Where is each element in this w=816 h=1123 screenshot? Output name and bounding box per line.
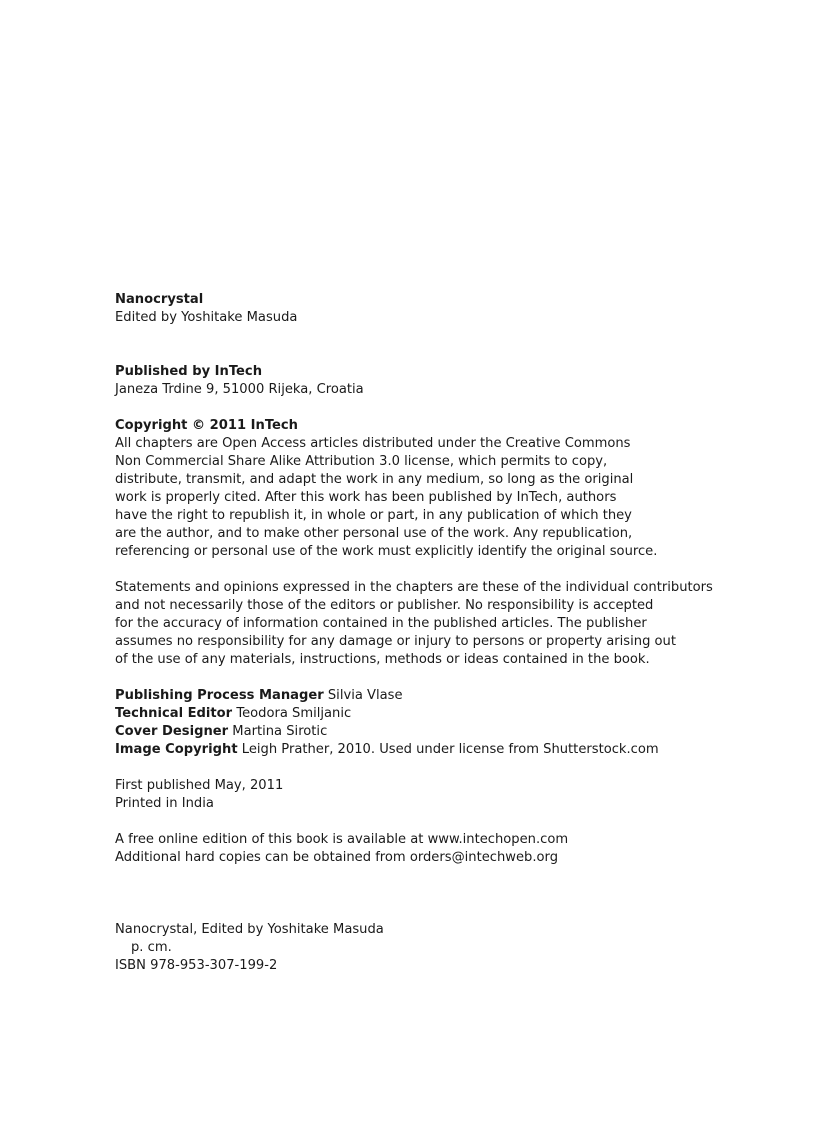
- credit-name: Leigh Prather, 2010. Used under license from Shutterstock.com: [241, 742, 659, 757]
- copyright-line: distribute, transmit, and adapt the work in any medium, so long as the original: [115, 472, 634, 487]
- publisher-address: Janeza Trdine 9, 51000 Rijeka, Croatia: [115, 382, 364, 397]
- credit-technical-editor: [115, 705, 755, 723]
- statements-line: of the use of any materials, instructions, methods or ideas contained in the book.: [115, 652, 650, 667]
- copyright-line: are the author, and to make other personal use of the work. Any republication,: [115, 526, 633, 541]
- publisher-heading: Published by InTech: [115, 364, 263, 379]
- statements-line: and not necessarily those of the editors or publisher. No responsibility is accepted: [115, 598, 654, 613]
- book-title: Nanocrystal: [115, 292, 204, 307]
- hard-copies-note: Additional hard copies can be obtained from orders@intechweb.org: [115, 850, 559, 865]
- credit-role: Technical Editor: [115, 706, 233, 721]
- credit-role: Publishing Process Manager: [115, 688, 324, 703]
- copyright-line: Non Commercial Share Alike Attribution 3.0 license, which permits to copy,: [115, 454, 608, 469]
- credit-cover-designer: [115, 723, 755, 741]
- credit-process-manager: [115, 687, 755, 705]
- catalog-title: Nanocrystal, Edited by Yoshitake Masuda: [115, 922, 384, 937]
- credit-image-copyright: [115, 741, 755, 759]
- copyright-line: All chapters are Open Access articles distributed under the Creative Commons: [115, 436, 631, 451]
- credit-name: Martina Sirotic: [232, 724, 328, 739]
- copyright-heading: Copyright © 2011 InTech: [115, 418, 298, 433]
- book-editor: Edited by Yoshitake Masuda: [115, 310, 298, 325]
- statements-line: for the accuracy of information contained in the published articles. The publisher: [115, 616, 647, 631]
- copyright-line: work is properly cited. After this work has been published by InTech, authors: [115, 490, 617, 505]
- credit-role: Cover Designer: [115, 724, 229, 739]
- copyright-page: [115, 291, 755, 975]
- credits-list: [115, 687, 755, 759]
- credit-role: Image Copyright: [115, 742, 238, 757]
- statements-line: Statements and opinions expressed in the chapters are these of the individual contributors: [115, 580, 713, 595]
- statements-text: [115, 579, 755, 669]
- credit-name: Silvia Vlase: [327, 688, 403, 703]
- first-published: First published May, 2011: [115, 778, 284, 793]
- printed-in: Printed in India: [115, 796, 214, 811]
- copyright-text: [115, 435, 755, 561]
- online-edition-note: A free online edition of this book is available at www.intechopen.com: [115, 832, 569, 847]
- copyright-line: have the right to republish it, in whole or part, in any publication of which they: [115, 508, 632, 523]
- statements-line: assumes no responsibility for any damage or injury to persons or property arising out: [115, 634, 676, 649]
- copyright-line: referencing or personal use of the work must explicitly identify the original source.: [115, 544, 658, 559]
- isbn: ISBN 978-953-307-199-2: [115, 958, 278, 973]
- catalog-pages: p. cm.: [131, 940, 172, 955]
- credit-name: Teodora Smiljanic: [236, 706, 352, 721]
